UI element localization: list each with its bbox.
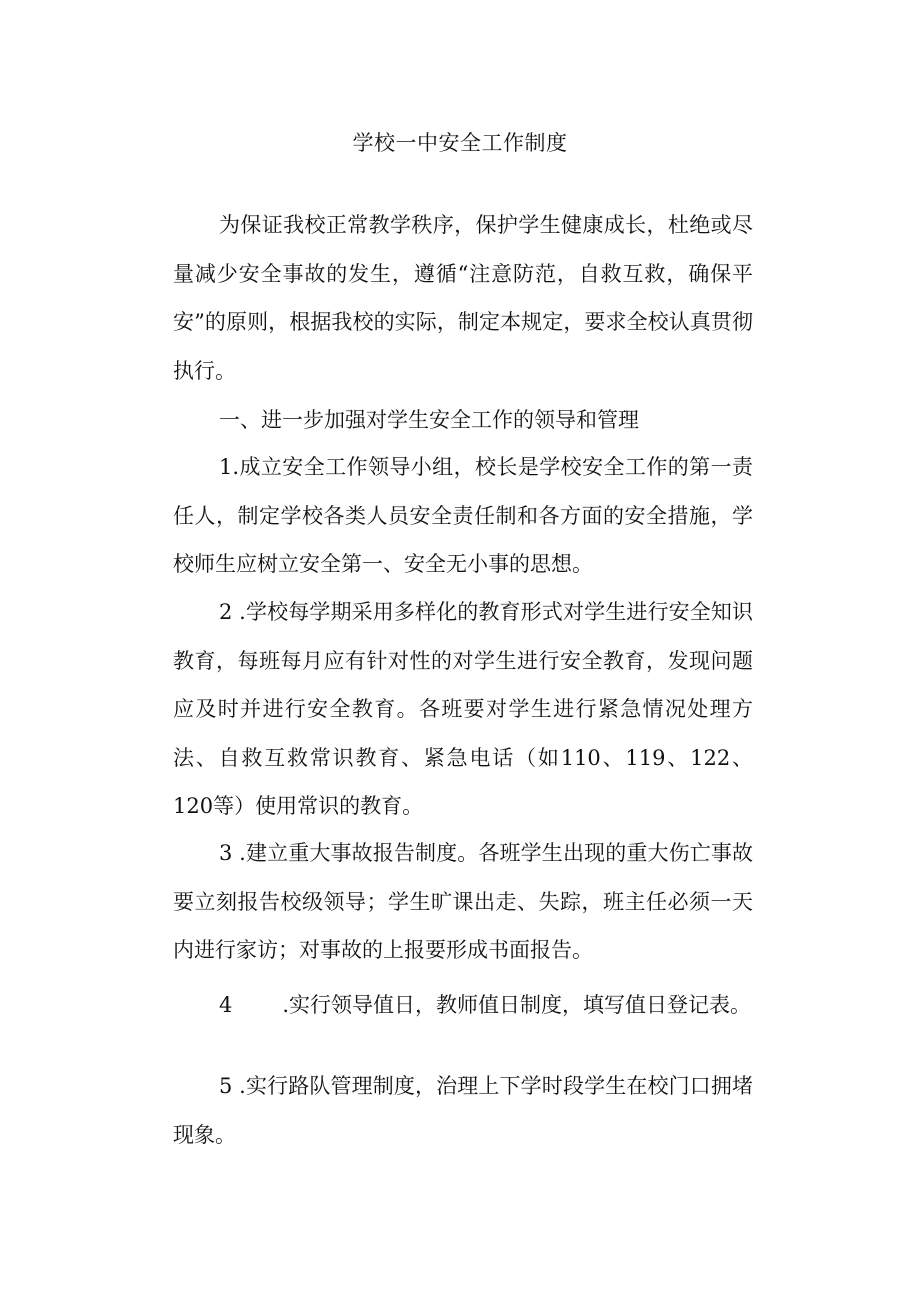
list-item-1: 1.成立安全工作领导小组，校长是学校安全工作的第一责任人，制定学校各类人员安全责任制和各方面的安全措施，学校师生应树立安全第一、安全无小事的思想。 xyxy=(173,455,753,576)
list-item-4 xyxy=(173,990,799,1020)
list-item-3: 3 .建立重大事故报告制度。各班学生出现的重大伤亡事故要立刻报告校级领导；学生旷课出走、失踪，班主任必须一天内进行家访；对事故的上报要形成书面报告。 xyxy=(173,841,753,962)
document-title: 学校一中安全工作制度 xyxy=(352,131,568,155)
list-item-2: 2 .学校每学期采用多样化的教育形式对学生进行安全知识教育，每班每月应有针对性的对学生进行安全教育，发现问题应及时并进行安全教育。各班要对学生进行紧急情况处理方法、自救互救常识教育、紧急电话（如110、119、122、120等）使用常识的教育。 xyxy=(173,600,753,818)
list-item-4-number: 4 xyxy=(219,993,233,1017)
section-heading: 一、进一步加强对学生安全工作的领导和管理 xyxy=(219,408,639,432)
list-item-5: 5 .实行路队管理制度，治理上下学时段学生在校门口拥堵现象。 xyxy=(173,1074,753,1147)
list-item-4-text: .实行领导值日，教师值日制度，填写值日登记表。 xyxy=(282,993,752,1017)
intro-paragraph: 为保证我校正常教学秩序，保护学生健康成长，杜绝或尽量减少安全事故的发生，遵循“注意防范，自救互救，确保平安”的原则，根据我校的实际，制定本规定，要求全校认真贯彻执行。 xyxy=(173,213,753,383)
